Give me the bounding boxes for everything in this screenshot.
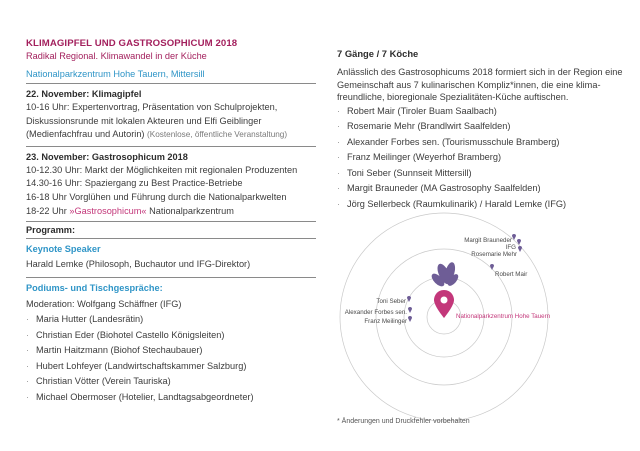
- panelist-name: Christian Vötter (Verein Tauriska): [36, 376, 171, 387]
- label-toni: Toni Seber: [376, 298, 406, 305]
- label-rosemarie: Rosemarie Mehr: [471, 251, 517, 258]
- day2-location: Nationalparkzentrum: [146, 205, 234, 216]
- day1-speaker-note: (Medienfachfrau und Autorin): [26, 129, 148, 140]
- bullet: ·: [26, 360, 30, 371]
- bullet: ·: [337, 105, 341, 116]
- chef-name: Franz Meilinger (Weyerhof Bramberg): [347, 152, 502, 163]
- panelist-name: Hubert Lohfeyer (Landwirtschaftskammer Salzburg): [36, 360, 247, 371]
- chefs-intro: Anlässlich des Gastrosophicums 2018 formiert sich in der Region eine Gemeinschaft aus 7 kulinarischen Kompliz*innen, die eine klima-freundliche, bioregionale Spezialitäten-Küche auftischen.: [337, 67, 623, 103]
- label-robert: Robert Mair: [495, 271, 528, 278]
- programm-label: Programm:: [26, 225, 76, 236]
- leaf-icon: [430, 261, 461, 288]
- label-alexander: Alexander Forbes sen.: [344, 309, 407, 316]
- event-venue: Nationalparkzentrum Hohe Tauern, Mittersill: [26, 69, 205, 79]
- label-franz: Franz Meilinger: [364, 318, 407, 325]
- day2-line-2: 14.30-16 Uhr: Spaziergang zu Best Practice-Betriebe: [26, 178, 243, 189]
- panelist-name: Martin Haitzmann (Biohof Stechaubauer): [36, 345, 203, 356]
- moderation: Moderation: Wolfgang Schäffner (IFG): [26, 298, 182, 309]
- day2-time: 18-22 Uhr: [26, 205, 70, 216]
- panelist-name: Michael Obermoser (Hotelier, Landtagsabgeordneter): [36, 391, 254, 402]
- day1-free-note: (Kostenlose, öffentliche Veranstaltung): [147, 130, 288, 140]
- bullet: ·: [337, 152, 341, 163]
- event-subtitle: Radikal Regional. Klimawandel in der Küche: [26, 51, 207, 61]
- bullet: ·: [26, 345, 30, 356]
- bullet: ·: [337, 183, 341, 194]
- bullet: ·: [337, 121, 341, 132]
- bullet: ·: [337, 136, 341, 147]
- day1-line-2: Diskussionsrunde mit lokalen Akteuren und Elfi Geiblinger: [26, 115, 262, 126]
- label-margit: Margit Brauneder: [464, 237, 512, 244]
- panelist-name: Maria Hutter (Landesrätin): [36, 314, 144, 325]
- bullet: ·: [26, 391, 30, 402]
- panelist-name: Christian Eder (Biohotel Castello Königsleiten): [36, 329, 225, 340]
- day1-line-1: 10-16 Uhr: Expertenvortrag, Präsentation von Schulprojekten,: [26, 102, 278, 112]
- chef-name: Jörg Sellerbeck (Raumkulinarik) / Harald Lemke (IFG): [347, 198, 567, 209]
- podium-heading: Podiums- und Tischgespräche:: [26, 282, 163, 293]
- keynote-heading: Keynote Speaker: [26, 244, 101, 255]
- bullet: ·: [26, 314, 30, 325]
- chefs-title: 7 Gänge / 7 Köche: [337, 48, 419, 59]
- map-pin-icon: [434, 290, 454, 318]
- chef-name: Alexander Forbes sen. (Tourismusschule Bramberg): [347, 136, 560, 147]
- chef-name: Margit Brauneder (MA Gastrosophy Saalfelden): [347, 183, 541, 194]
- chef-name: Rosemarie Mehr (Brandlwirt Saalfelden): [347, 121, 511, 132]
- event-title: KLIMAGIPFEL UND GASTROSOPHICUM 2018: [26, 38, 238, 49]
- footnote: * Änderungen und Druckfehler vorbehalten: [337, 418, 470, 425]
- day2-line-1: 10-12.30 Uhr: Markt der Möglichkeiten mit regionalen Produzenten: [26, 164, 298, 175]
- center-label: Nationalparkzentrum Hohe Tauern: [456, 313, 551, 320]
- bullet: ·: [26, 376, 30, 387]
- chef-name: Robert Mair (Tiroler Buam Saalbach): [347, 105, 497, 116]
- keynote-speaker: Harald Lemke (Philosoph, Buchautor und IFG-Direktor): [26, 259, 251, 270]
- day2-line-3: 16-18 Uhr Vorglühen und Führung durch die Nationalparkwelten: [26, 191, 287, 202]
- label-ifg: IFG: [505, 244, 516, 251]
- day2-heading: 23. November: Gastrosophicum 2018: [26, 151, 188, 162]
- bullet: ·: [337, 198, 341, 209]
- chef-name: Toni Seber (Sunnseit Mittersill): [347, 167, 472, 178]
- bullet: ·: [337, 167, 341, 178]
- gastrosophicum-highlight: »Gastrosophicum«: [69, 205, 147, 216]
- day1-heading: 22. November: Klimagipfel: [26, 89, 142, 99]
- bullet: ·: [26, 329, 30, 340]
